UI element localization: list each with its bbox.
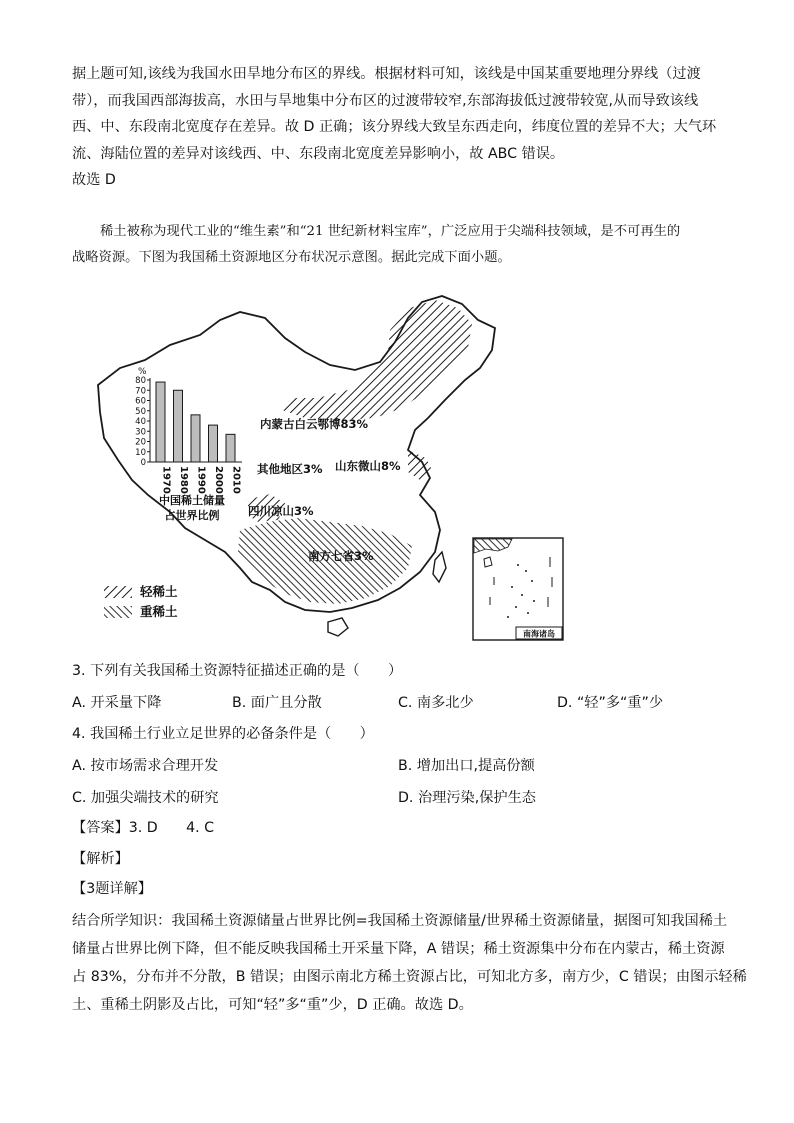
q3-option-a[interactable]: A. 开采量下降 <box>72 695 162 711</box>
x-tick-label: 2010 <box>230 466 242 494</box>
inset-hainan <box>484 557 492 567</box>
intro-line: 据上题可知,该线为我国水田旱地分布区的界线。根据材料可知，该线是中国某重要地理分界线（过渡 <box>72 66 701 82</box>
answer-text: 3. D 4. C <box>128 820 215 836</box>
y-unit-label: % <box>138 367 147 377</box>
hainan-island <box>328 618 348 636</box>
y-tick-label: 50 <box>135 406 146 417</box>
legend-light-swatch <box>104 586 132 598</box>
label-other-regions: 其他地区3% <box>257 462 323 476</box>
intro-answer-line: 故选 D <box>72 172 116 188</box>
material-paragraph <box>72 219 722 271</box>
question-4-stem: 4. 我国稀土行业立足世界的必备条件是（ ） <box>72 726 374 742</box>
question-3-stem: 3. 下列有关我国稀土资源特征描述正确的是（ ） <box>72 663 403 679</box>
bar-2010 <box>226 434 235 462</box>
y-tick-label: 30 <box>135 427 146 438</box>
detail-line: 储量占世界比例下降，但不能反映我国稀土开采量下降，A 错误；稀土资源集中分布在内蒙古，稀土资源 <box>72 941 725 957</box>
intro-line: 流、海陆位置的差异对该线西、中、东段南北宽度差异影响小，故 ABC 错误。 <box>72 145 565 162</box>
label-shandong: 山东微山8% <box>335 459 401 473</box>
material-line: 战略资源。下图为我国稀土资源地区分布状况示意图。据此完成下面小题。 <box>72 250 511 265</box>
q3-option-d[interactable]: D. “轻”多“重”少 <box>557 695 664 711</box>
inset-svg <box>472 537 564 641</box>
q3-option-b[interactable]: B. 面广且分散 <box>232 695 322 711</box>
y-tick-label: 60 <box>135 396 146 407</box>
bar-1980 <box>174 390 183 462</box>
y-tick-label: 80 <box>135 376 146 386</box>
y-tick-label: 70 <box>135 386 146 397</box>
label-south: 南方七省3% <box>308 549 374 563</box>
y-tick-label: 10 <box>135 447 146 458</box>
detail-line: 土、重稀土阴影及占比，可知“轻”多“重”少，D 正确。故选 D。 <box>72 997 473 1013</box>
answer-line <box>72 817 214 837</box>
x-tick-label: 1980 <box>178 466 189 494</box>
q4-option-b[interactable]: B. 增加出口,提高份额 <box>398 758 535 774</box>
q4-option-d[interactable]: D. 治理污染,保护生态 <box>398 790 536 806</box>
label-sichuan: 四川凉山3% <box>248 504 314 518</box>
bar-1970 <box>156 382 165 462</box>
intro-line: 带），而我国西部海拔高，水田与旱地集中分布区的过渡带较窄,东部海拔低过渡带较宽,从而导致该线 <box>72 92 699 109</box>
legend-light-label: 轻稀土 <box>140 584 178 599</box>
intro-paragraph <box>72 61 722 194</box>
x-tick-label: 2000 <box>213 466 224 494</box>
inset-label: 南海诸岛 <box>523 629 555 639</box>
q4-option-a[interactable]: A. 按市场需求合理开发 <box>72 758 219 774</box>
y-tick-label: 20 <box>135 437 146 448</box>
y-tick-label: 0 <box>140 458 146 468</box>
answer-label: 【答案】 <box>72 820 129 836</box>
intro-line: 西、中、东段南北宽度存在差异。故 D 正确；该分界线大致呈东西走向，纬度位置的差异不大；大气环 <box>72 119 717 135</box>
label-inner-mongolia: 内蒙古白云鄂博83% <box>260 417 369 431</box>
detail-line: 结合所学知识：我国稀土资源储量占世界比例=我国稀土资源储量/世界稀土资源储量，据图可知我国稀土 <box>72 913 728 929</box>
detail-label: 【3题详解】 <box>72 881 152 897</box>
x-tick-label: 1970 <box>160 466 172 494</box>
detail-line: 占 83%，分布并不分散，B 错误；由图示南北方稀土资源占比，可知北方多，南方少，C 错误；由图示轻稀 <box>72 969 747 985</box>
q4-option-c[interactable]: C. 加强尖端技术的研究 <box>72 790 219 806</box>
chart-title-line-1: 中国稀土储量 <box>159 494 225 507</box>
taiwan-island <box>433 552 446 582</box>
inset-frame <box>473 538 563 640</box>
q3-option-c[interactable]: C. 南多北少 <box>398 695 474 711</box>
legend-heavy-label: 重稀土 <box>140 604 178 619</box>
legend-heavy-swatch <box>104 606 132 618</box>
x-tick-label: 1990 <box>195 466 207 494</box>
material-line: 稀土被称为现代工业的“维生素”和“21 世纪新材料宝库”，广泛应用于尖端科技领域，是不可再生的 <box>100 224 681 239</box>
analysis-label: 【解析】 <box>72 851 129 867</box>
south-china-sea-inset <box>472 537 564 641</box>
bar-2000 <box>209 425 218 462</box>
bar-1990 <box>191 415 200 462</box>
y-tick-label: 40 <box>135 417 146 427</box>
detail-paragraph <box>72 907 747 1019</box>
chart-title-line-2: 占世界比例 <box>164 509 220 522</box>
